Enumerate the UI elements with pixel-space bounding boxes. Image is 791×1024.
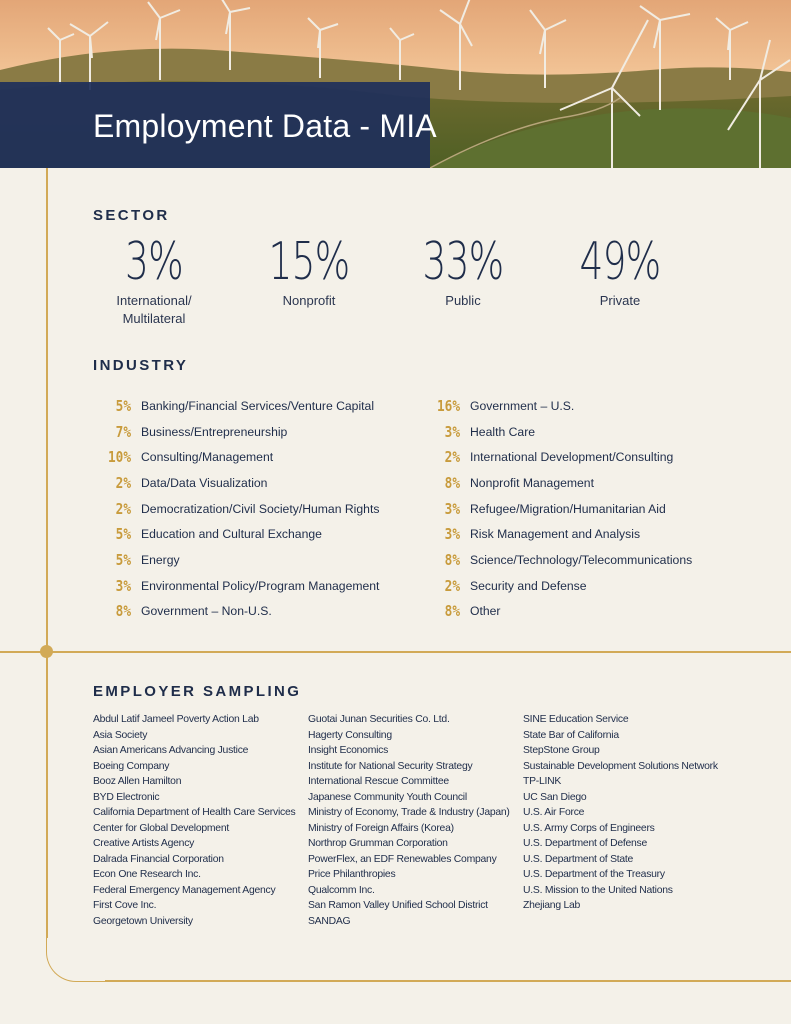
industry-row — [422, 393, 692, 419]
industry-label: Data/Data Visualization — [141, 475, 268, 490]
industry-label: Nonprofit Management — [470, 475, 594, 490]
employer-item: International Rescue Committee — [308, 776, 449, 787]
sector-percent: 3% — [125, 232, 183, 292]
employer-item: Abdul Latif Jameel Poverty Action Lab — [93, 714, 259, 725]
section-divider-line — [0, 651, 791, 653]
industry-percent: 16% — [436, 396, 460, 415]
sector-percent: 15% — [268, 232, 350, 292]
employer-item: Price Philanthropies — [308, 869, 396, 880]
employer-item: Institute for National Security Strategy — [308, 760, 473, 772]
industry-row — [422, 599, 692, 625]
employer-item: U.S. Department of State — [523, 853, 634, 865]
frame-vertical-line — [46, 168, 48, 938]
industry-percent: 8% — [115, 602, 131, 621]
industry-row — [422, 496, 692, 522]
industry-percent: 5% — [115, 525, 131, 544]
industry-heading: INDUSTRY — [93, 357, 189, 374]
industry-label: Government – U.S. — [470, 398, 575, 413]
sector-stat-nonprofit — [239, 232, 379, 310]
industry-row — [93, 444, 379, 470]
employer-item: Japanese Community Youth Council — [308, 791, 467, 803]
industry-row — [93, 547, 379, 573]
sector-percent: 49% — [579, 232, 661, 292]
industry-row — [93, 573, 379, 599]
industry-percent: 2% — [444, 576, 460, 595]
industry-percent: 8% — [444, 602, 460, 621]
industry-label: Environmental Policy/Program Management — [141, 578, 380, 593]
industry-label: Security and Defense — [470, 578, 587, 593]
employer-item: Asia Society — [93, 729, 148, 741]
sector-label: Public — [445, 293, 481, 308]
industry-row — [93, 496, 379, 522]
employer-item: Creative Artists Agency — [93, 838, 195, 849]
industry-label: Education and Cultural Exchange — [141, 527, 322, 542]
industry-row — [422, 444, 692, 470]
employer-item: Insight Economics — [308, 745, 389, 756]
employer-item: U.S. Army Corps of Engineers — [523, 822, 655, 834]
employer-list-col1 — [93, 712, 295, 929]
industry-label: Business/Entrepreneurship — [141, 424, 288, 439]
industry-percent: 3% — [115, 576, 131, 595]
employer-item: Dalrada Financial Corporation — [93, 853, 224, 865]
industry-percent: 2% — [115, 499, 131, 518]
employer-item: Center for Global Development — [93, 822, 229, 834]
industry-percent: 8% — [444, 550, 460, 569]
industry-percent: 5% — [115, 550, 131, 569]
employer-item: Econ One Research Inc. — [93, 869, 201, 880]
frame-corner — [46, 930, 106, 982]
industry-percent: 5% — [115, 396, 131, 415]
industry-row — [93, 470, 379, 496]
employer-item: San Ramon Valley Unified School District — [308, 900, 488, 911]
sector-label: Multilateral — [122, 311, 186, 326]
employer-list-col2 — [308, 712, 510, 929]
divider-dot — [40, 645, 53, 658]
employer-item: Hagerty Consulting — [308, 729, 392, 741]
employer-item: PowerFlex, an EDF Renewables Company — [308, 853, 497, 865]
industry-row — [422, 419, 692, 445]
sector-percent: 33% — [422, 232, 504, 292]
industry-row — [422, 547, 692, 573]
employer-item: SANDAG — [308, 915, 351, 927]
sector-label: Nonprofit — [282, 293, 336, 308]
employer-item: Ministry of Economy, Trade & Industry (Japan) — [308, 807, 510, 818]
employer-item: TP-LINK — [523, 776, 562, 787]
industry-label: Democratization/Civil Society/Human Rights — [141, 501, 380, 516]
employer-item: U.S. Department of the Treasury — [523, 869, 665, 880]
industry-row — [93, 599, 379, 625]
employer-sampling-heading: EMPLOYER SAMPLING — [93, 683, 302, 700]
industry-percent: 2% — [444, 448, 460, 467]
sector-stat-public — [393, 232, 533, 310]
sector-label: Private — [599, 293, 641, 308]
employer-item: First Cove Inc. — [93, 900, 157, 911]
industry-list-left — [93, 393, 379, 624]
employer-item: Asian Americans Advancing Justice — [93, 745, 249, 756]
industry-row — [93, 393, 379, 419]
industry-label: Energy — [141, 552, 180, 567]
industry-label: Government – Non-U.S. — [141, 604, 272, 619]
industry-row — [422, 470, 692, 496]
employer-item: Georgetown University — [93, 915, 193, 927]
sector-stat-private — [550, 232, 690, 310]
employer-item: Guotai Junan Securities Co. Ltd. — [308, 714, 450, 725]
employer-item: Booz Allen Hamilton — [93, 776, 182, 787]
industry-label: Banking/Financial Services/Venture Capital — [141, 398, 375, 413]
industry-label: Health Care — [470, 424, 536, 439]
sector-heading: SECTOR — [93, 207, 170, 224]
employer-item: UC San Diego — [523, 791, 587, 803]
employer-item: Federal Emergency Management Agency — [93, 884, 276, 896]
sector-label: International/ — [116, 293, 192, 308]
employer-item: StepStone Group — [523, 745, 600, 756]
industry-label: Risk Management and Analysis — [470, 527, 641, 542]
industry-percent: 7% — [115, 422, 131, 441]
employer-item: California Department of Health Care Services — [93, 807, 296, 818]
industry-label: Other — [470, 604, 501, 619]
employer-item: U.S. Mission to the United Nations — [523, 884, 673, 896]
industry-label: Consulting/Management — [141, 450, 274, 465]
industry-percent: 2% — [115, 473, 131, 492]
employer-item: State Bar of California — [523, 729, 619, 741]
sector-stat-international — [84, 232, 224, 328]
employer-item: Northrop Grumman Corporation — [308, 838, 448, 849]
industry-percent: 3% — [444, 525, 460, 544]
industry-list-right — [422, 393, 692, 624]
industry-percent: 10% — [107, 448, 131, 467]
employer-item: Boeing Company — [93, 760, 170, 772]
industry-row — [93, 521, 379, 547]
industry-row — [93, 419, 379, 445]
employer-item: BYD Electronic — [93, 791, 160, 803]
industry-label: International Development/Consulting — [470, 450, 674, 465]
employer-item: SINE Education Service — [523, 714, 629, 725]
employer-list-col3 — [523, 712, 718, 914]
industry-percent: 8% — [444, 473, 460, 492]
industry-row — [422, 521, 692, 547]
industry-row — [422, 573, 692, 599]
industry-percent: 3% — [444, 499, 460, 518]
employer-item: Qualcomm Inc. — [308, 884, 375, 896]
employer-item: Zhejiang Lab — [523, 900, 581, 911]
industry-percent: 3% — [444, 422, 460, 441]
industry-label: Refugee/Migration/Humanitarian Aid — [470, 501, 666, 516]
page-title: Employment Data - MIA — [93, 108, 437, 144]
industry-label: Science/Technology/Telecommunications — [470, 552, 693, 567]
frame-bottom-line — [105, 980, 791, 982]
employer-item: U.S. Air Force — [523, 807, 585, 818]
employer-item: Ministry of Foreign Affairs (Korea) — [308, 822, 454, 834]
employer-item: Sustainable Development Solutions Network — [523, 760, 718, 772]
employer-item: U.S. Department of Defense — [523, 838, 648, 849]
